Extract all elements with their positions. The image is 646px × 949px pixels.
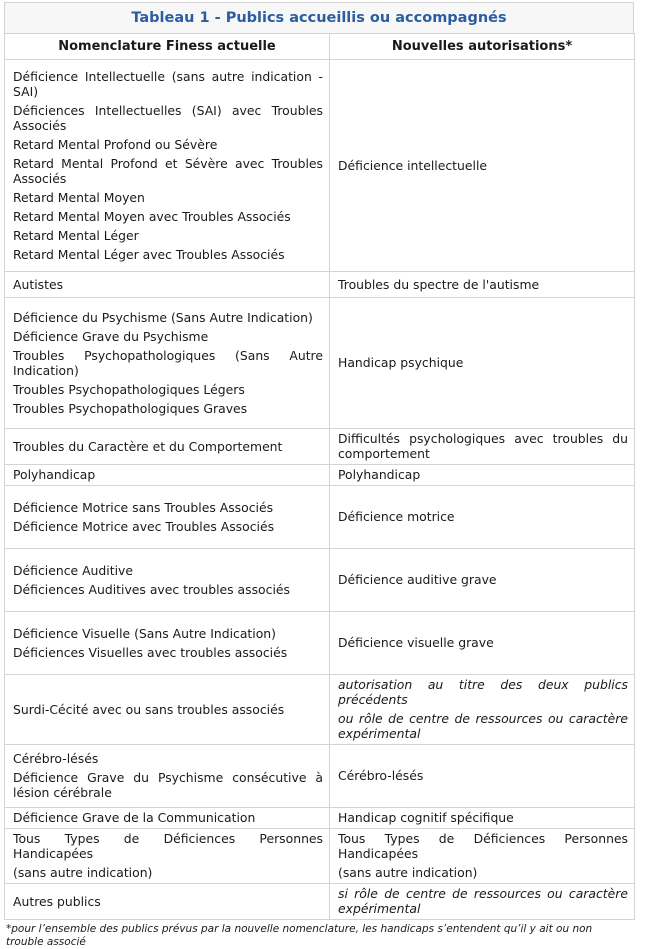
finess-cell [5,675,330,745]
table-row [5,486,635,549]
table-row [5,465,635,486]
finess-cell-line: Déficiences Visuelles avec troubles associés [13,644,288,660]
autorisation-cell [330,60,635,272]
autorisation-cell-line: Déficience visuelle grave [338,635,494,650]
finess-cell-line: Déficiences Intellectuelles (SAI) avec Troubles Associés [13,102,323,133]
finess-cell-line: Surdi-Cécité avec ou sans troubles associés [13,701,285,717]
table-header-row [5,34,635,60]
autorisation-cell-line: Tous Types de Déficiences Personnes Handicapées [338,831,628,861]
finess-cell [5,612,330,675]
autorisation-cell [330,675,635,745]
finess-cell-line: Déficience Grave du Psychisme consécutive à lésion cérébrale [13,770,323,800]
finess-cell [5,808,330,829]
finess-cell-line: Déficience Grave de la Communication [13,810,256,825]
header-nouvelles-autorisations: Nouvelles autorisations* [330,34,635,60]
table-row [5,298,635,429]
table-row [5,675,635,745]
finess-cell [5,60,330,272]
finess-cell-line: Retard Mental Léger [13,227,139,243]
finess-cell-line: Retard Mental Profond ou Sévère [13,136,218,152]
table-row [5,829,635,884]
autorisation-cell [330,829,635,884]
finess-cell [5,549,330,612]
finess-cell [5,884,330,920]
autorisation-cell [330,486,635,549]
publics-table-container [4,2,634,949]
finess-cell-line: Autres publics [13,893,101,909]
autorisation-cell-line: Déficience intellectuelle [338,157,488,173]
finess-cell-line: Retard Mental Moyen [13,189,145,205]
table-row [5,549,635,612]
finess-cell-line: Déficience Visuelle (Sans Autre Indication) [13,625,276,641]
finess-cell-line: Retard Mental Moyen avec Troubles Associés [13,208,291,224]
finess-cell [5,829,330,884]
autorisation-cell [330,549,635,612]
finess-cell-line: Déficience Grave du Psychisme [13,328,209,344]
autorisation-cell [330,884,635,920]
autorisation-cell-line: Déficience auditive grave [338,572,497,587]
finess-cell-line: Troubles Psychopathologiques Légers [13,381,245,397]
table-row [5,884,635,920]
autorisation-cell-line: Déficience motrice [338,509,455,524]
finess-cell-line: Retard Mental Profond et Sévère avec Troubles Associés [13,155,323,186]
finess-cell-line: Troubles Psychopathologiques Graves [13,400,248,416]
autorisation-cell [330,298,635,429]
autorisation-cell-line: Polyhandicap [338,467,421,482]
finess-cell-line: Cérébro-lésés [13,751,99,766]
finess-cell [5,465,330,486]
finess-cell-line: Troubles Psychopathologiques (Sans Autre Indication) [13,347,323,378]
table-title: Tableau 1 - Publics accueillis ou accompagnés [4,2,634,33]
table-row [5,272,635,298]
autorisation-cell [330,612,635,675]
autorisation-cell-line: (sans autre indication) [338,865,478,880]
finess-cell-line: Déficiences Auditives avec troubles associés [13,581,290,597]
finess-cell-line: Tous Types de Déficiences Personnes Handicapées [13,831,323,861]
finess-cell [5,429,330,465]
finess-cell-line: Déficience Motrice sans Troubles Associés [13,499,274,515]
finess-cell-line: Troubles du Caractère et du Comportement [13,438,283,454]
table-body [5,60,635,920]
publics-table [4,33,635,920]
finess-cell-line: Déficience Motrice avec Troubles Associés [13,518,275,534]
autorisation-cell-line: Cérébro-lésés [338,768,424,783]
autorisation-cell [330,465,635,486]
finess-cell [5,486,330,549]
finess-cell-line: Autistes [13,276,64,292]
autorisation-cell-line: Troubles du spectre de l'autisme [338,276,540,292]
finess-cell-line: Retard Mental Léger avec Troubles Associés [13,246,285,262]
finess-cell [5,745,330,808]
header-finess-actuelle: Nomenclature Finess actuelle [5,34,330,60]
table-row [5,745,635,808]
autorisation-cell-line: autorisation au titre des deux publics précédents [338,677,628,707]
autorisation-cell [330,272,635,298]
finess-cell-line: Déficience Intellectuelle (sans autre indication - SAI) [13,68,323,99]
autorisation-cell-line: Handicap cognitif spécifique [338,810,514,825]
finess-cell-line: Déficience du Psychisme (Sans Autre Indication) [13,309,313,325]
autorisation-cell [330,808,635,829]
autorisation-cell-line: ou rôle de centre de ressources ou caractère expérimental [338,711,628,741]
finess-cell-line: (sans autre indication) [13,865,153,880]
autorisation-cell [330,429,635,465]
finess-cell-line: Déficience Auditive [13,562,133,578]
table-row [5,60,635,272]
autorisation-cell-line: Difficultés psychologiques avec troubles du comportement [338,431,628,461]
finess-cell [5,272,330,298]
table-row [5,429,635,465]
autorisation-cell-line: Handicap psychique [338,355,464,370]
autorisation-cell-line: si rôle de centre de ressources ou caractère expérimental [338,886,628,916]
table-row [5,612,635,675]
finess-cell-line: Polyhandicap [13,467,96,482]
footnote: *pour l’ensemble des publics prévus par la nouvelle nomenclature, les handicaps s’entendent qu’il y ait ou non trouble associé [6,923,593,948]
autorisation-cell [330,745,635,808]
finess-cell [5,298,330,429]
table-row [5,808,635,829]
